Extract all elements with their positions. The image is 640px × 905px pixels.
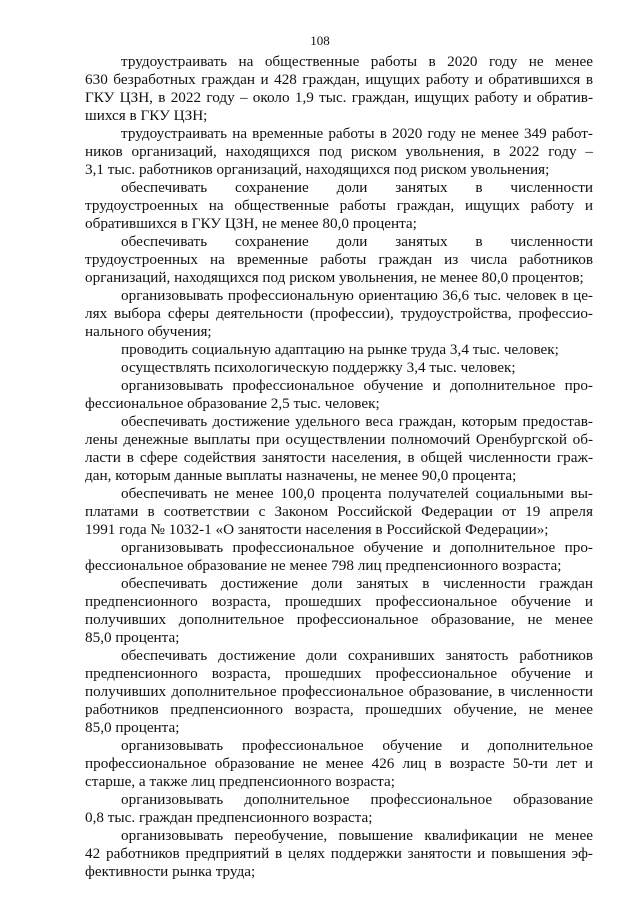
text-line: предпенсионного возраста, прошедших профессиональное обучение и [85, 665, 593, 682]
text-line: ласти в сфере содействия занятости населения, в общей численности граж- [85, 449, 593, 466]
text-line: получивших дополнительное профессиональное образование, не менее [85, 611, 593, 628]
text-line: трудоустроенных на временные работы граждан из числа работников [85, 251, 593, 268]
paragraph [85, 359, 593, 377]
text-line: фессиональное образование 2,5 тыс. человек; [85, 395, 380, 412]
text-line: работников предпенсионного возраста, прошедших обучение, не менее [85, 701, 593, 718]
text-line: организовывать профессиональное обучение и дополнительное [121, 737, 593, 754]
text-line: 0,8 тыс. граждан предпенсионного возраста; [85, 809, 373, 826]
text-line: организаций, находящихся под риском увольнения, не менее 80,0 процентов; [85, 269, 584, 286]
text-line: обеспечивать сохранение доли занятых в численности [121, 233, 593, 250]
text-line: организовывать профессиональную ориентацию 36,6 тыс. человек в це- [121, 287, 593, 304]
text-line: трудоустраивать на временные работы в 2020 году не менее 349 работ- [121, 125, 593, 142]
paragraph [85, 287, 593, 341]
text-line: 42 работников предприятий в целях поддержки занятости и повышения эф- [85, 845, 593, 862]
text-line: организовывать дополнительное профессиональное образование [121, 791, 593, 808]
text-line: шихся в ГКУ ЦЗН; [85, 107, 208, 124]
paragraph [85, 827, 593, 881]
text-line: 630 безработных граждан и 428 граждан, ищущих работу и обратившихся в [85, 71, 593, 88]
text-line: 85,0 процента; [85, 629, 180, 646]
paragraph [85, 377, 593, 413]
text-line: обеспечивать достижение доли занятых в численности граждан [121, 575, 593, 592]
text-line: обеспечивать достижение удельного веса граждан, которым предостав- [121, 413, 593, 430]
text-line: обеспечивать не менее 100,0 процента получателей социальными вы- [121, 485, 593, 502]
text-line: нального обучения; [85, 323, 212, 340]
paragraph [85, 125, 593, 179]
text-line: организовывать переобучение, повышение квалификации не менее [121, 827, 593, 844]
text-line: ников организаций, находящихся под риском увольнения, в 2022 году – [85, 143, 593, 160]
text-line: фессиональное образование не менее 798 лиц предпенсионного возраста; [85, 557, 562, 574]
text-line: 3,1 тыс. работников организаций, находящихся под риском увольнения; [85, 161, 550, 178]
text-line: фективности рынка труда; [85, 863, 256, 880]
body-text [85, 53, 593, 881]
text-line: обеспечивать достижение доли сохранивших занятость работников [121, 647, 593, 664]
paragraph [85, 179, 593, 233]
text-line: ГКУ ЦЗН, в 2022 году – около 1,9 тыс. граждан, ищущих работу и обратив- [85, 89, 593, 106]
text-line: обратившихся в ГКУ ЦЗН, не менее 80,0 процента; [85, 215, 417, 232]
paragraph [85, 341, 593, 359]
paragraph [85, 791, 593, 827]
text-line: платами в соответствии с Законом Российской Федерации от 19 апреля [85, 503, 593, 520]
text-line: обеспечивать сохранение доли занятых в численности [121, 179, 593, 196]
paragraph [85, 737, 593, 791]
paragraph [85, 53, 593, 125]
text-line: предпенсионного возраста, прошедших профессиональное обучение и [85, 593, 593, 610]
paragraph [85, 233, 593, 287]
text-line: профессиональное образование не менее 426 лиц в возрасте 50-ти лет и [85, 755, 593, 772]
text-line: старше, а также лиц предпенсионного возраста; [85, 773, 395, 790]
text-line: получивших дополнительное профессиональное образование, в численности [85, 683, 593, 700]
text-line: лях выбора сферы деятельности (профессии), трудоустройства, профессио- [85, 305, 593, 322]
text-line: 85,0 процента; [85, 719, 180, 736]
text-line: организовывать профессиональное обучение и дополнительное про- [121, 539, 593, 556]
text-line: проводить социальную адаптацию на рынке труда 3,4 тыс. человек; [121, 341, 559, 358]
paragraph [85, 575, 593, 647]
text-line: осуществлять психологическую поддержку 3,4 тыс. человек; [121, 359, 516, 376]
text-line: лены денежные выплаты при осуществлении полномочий Оренбургской об- [85, 431, 593, 448]
text-line: трудоустраивать на общественные работы в 2020 году не менее [121, 53, 593, 70]
text-line: дан, которым данные выплаты назначены, не менее 90,0 процента; [85, 467, 517, 484]
paragraph [85, 413, 593, 485]
paragraph [85, 647, 593, 737]
text-line: организовывать профессиональное обучение и дополнительное про- [121, 377, 593, 394]
text-line: 1991 года № 1032-1 «О занятости населения в Российской Федерации»; [85, 521, 549, 538]
paragraph [85, 485, 593, 539]
page-number: 108 [310, 33, 330, 48]
paragraph [85, 539, 593, 575]
text-line: трудоустроенных на общественные работы граждан, ищущих работу и [85, 197, 593, 214]
